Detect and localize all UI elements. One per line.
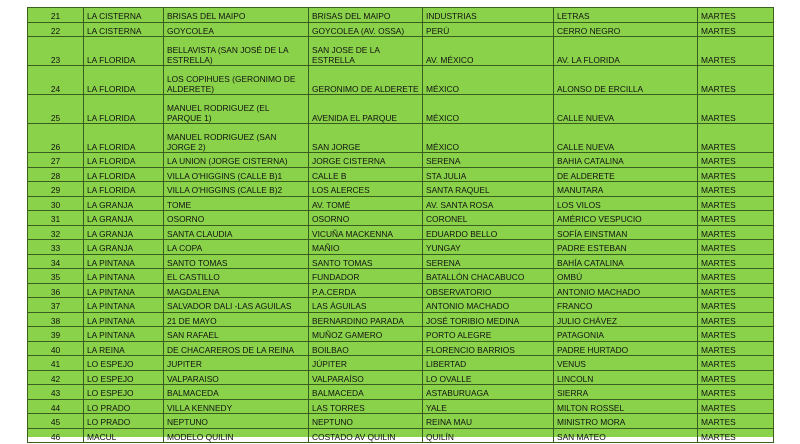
row-number-cell[interactable]: 46 [28, 428, 84, 443]
table-row [28, 211, 774, 226]
comuna-cell[interactable]: LA PINTANA [84, 298, 164, 313]
street-3-cell[interactable]: CALLE NUEVA [554, 95, 698, 124]
street-3-cell[interactable]: JULIO CHÁVEZ [554, 312, 698, 327]
street-1-cell[interactable]: LOS ALERCES [309, 182, 423, 197]
row-number-cell[interactable]: 24 [28, 66, 84, 95]
day-cell[interactable]: MARTES [698, 399, 774, 414]
street-2-cell[interactable]: ASTABURUAGA [423, 385, 554, 400]
table-row [28, 312, 774, 327]
street-1-cell[interactable]: BERNARDINO PARADA [309, 312, 423, 327]
row-number-cell[interactable]: 42 [28, 370, 84, 385]
comuna-cell[interactable]: LA PINTANA [84, 327, 164, 342]
spreadsheet-sheet [27, 7, 773, 442]
schedule-table [27, 7, 774, 443]
row-number-cell[interactable]: 37 [28, 298, 84, 313]
row-number-cell[interactable]: 39 [28, 327, 84, 342]
row-number-cell[interactable]: 27 [28, 153, 84, 168]
street-3-cell[interactable]: LETRAS [554, 8, 698, 23]
table-row [28, 269, 774, 284]
table-row [28, 8, 774, 23]
table-row [28, 356, 774, 371]
street-2-cell[interactable]: QUILÍN [423, 428, 554, 443]
table-row [28, 153, 774, 168]
day-cell[interactable]: MARTES [698, 37, 774, 66]
street-3-cell[interactable]: SIERRA [554, 385, 698, 400]
table-row [28, 167, 774, 182]
street-2-cell[interactable]: SERENA [423, 153, 554, 168]
sector-cell[interactable]: MANUEL RODRIGUEZ (EL PARQUE 1) [164, 95, 309, 124]
day-cell[interactable]: MARTES [698, 283, 774, 298]
day-cell[interactable]: MARTES [698, 124, 774, 153]
street-3-cell[interactable]: MANUTARA [554, 182, 698, 197]
table-row [28, 37, 774, 66]
table-row [28, 95, 774, 124]
street-3-cell[interactable]: VENUS [554, 356, 698, 371]
comuna-cell[interactable]: LA GRANJA [84, 211, 164, 226]
comuna-cell[interactable]: LA FLORIDA [84, 182, 164, 197]
street-2-cell[interactable]: EDUARDO BELLO [423, 225, 554, 240]
street-3-cell[interactable]: MILTON ROSSEL [554, 399, 698, 414]
sector-cell[interactable]: TOME [164, 196, 309, 211]
comuna-cell[interactable]: LA FLORIDA [84, 66, 164, 95]
comuna-cell[interactable]: LA PINTANA [84, 269, 164, 284]
table-row [28, 370, 774, 385]
street-2-cell[interactable]: LO OVALLE [423, 370, 554, 385]
table-row [28, 66, 774, 95]
table-row [28, 399, 774, 414]
row-number-cell[interactable]: 32 [28, 225, 84, 240]
street-2-cell[interactable]: MÉXICO [423, 95, 554, 124]
street-3-cell[interactable]: MINISTRO MORA [554, 414, 698, 429]
comuna-cell[interactable]: LA FLORIDA [84, 124, 164, 153]
comuna-cell[interactable]: LA CISTERNA [84, 22, 164, 37]
street-2-cell[interactable]: ANTONIO MACHADO [423, 298, 554, 313]
row-number-cell[interactable]: 44 [28, 399, 84, 414]
street-3-cell[interactable]: CALLE NUEVA [554, 124, 698, 153]
sector-cell[interactable]: GOYCOLEA [164, 22, 309, 37]
day-cell[interactable]: MARTES [698, 153, 774, 168]
day-cell[interactable]: MARTES [698, 370, 774, 385]
comuna-cell[interactable]: LA FLORIDA [84, 167, 164, 182]
street-3-cell[interactable]: PADRE HURTADO [554, 341, 698, 356]
day-cell[interactable]: MARTES [698, 428, 774, 443]
day-cell[interactable]: MARTES [698, 95, 774, 124]
street-3-cell[interactable]: LINCOLN [554, 370, 698, 385]
street-3-cell[interactable]: CERRO NEGRO [554, 22, 698, 37]
comuna-cell[interactable]: LA GRANJA [84, 196, 164, 211]
comuna-cell[interactable]: LA GRANJA [84, 240, 164, 255]
street-1-cell[interactable]: GERONIMO DE ALDERETE [309, 66, 423, 95]
street-3-cell[interactable]: AMÉRICO VESPUCIO [554, 211, 698, 226]
row-number-cell[interactable]: 25 [28, 95, 84, 124]
street-2-cell[interactable]: SERENA [423, 254, 554, 269]
comuna-cell[interactable]: MACUL [84, 428, 164, 443]
street-1-cell[interactable]: LAS ÁGUILAS [309, 298, 423, 313]
sector-cell[interactable]: VILLA KENNEDY [164, 399, 309, 414]
street-1-cell[interactable]: MAÑIO [309, 240, 423, 255]
table-row [28, 254, 774, 269]
street-1-cell[interactable]: JÚPITER [309, 356, 423, 371]
sector-cell[interactable]: LA UNION (JORGE CISTERNA) [164, 153, 309, 168]
row-number-cell[interactable]: 43 [28, 385, 84, 400]
day-cell[interactable]: MARTES [698, 182, 774, 197]
day-cell[interactable]: MARTES [698, 269, 774, 284]
sector-cell[interactable]: MANUEL RODRIGUEZ (SAN JORGE 2) [164, 124, 309, 153]
day-cell[interactable]: MARTES [698, 22, 774, 37]
sector-cell[interactable]: LA COPA [164, 240, 309, 255]
street-2-cell[interactable]: FLORENCIO BARRIOS [423, 341, 554, 356]
sector-cell[interactable]: BELLAVISTA (SAN JOSÉ DE LA ESTRELLA) [164, 37, 309, 66]
sector-cell[interactable]: MODELO QUILIN [164, 428, 309, 443]
row-number-cell[interactable]: 40 [28, 341, 84, 356]
street-1-cell[interactable]: CALLE B [309, 167, 423, 182]
street-3-cell[interactable]: BAHÍA CATALINA [554, 254, 698, 269]
day-cell[interactable]: MARTES [698, 254, 774, 269]
table-row [28, 283, 774, 298]
street-1-cell[interactable]: OSORNO [309, 211, 423, 226]
row-number-cell[interactable]: 33 [28, 240, 84, 255]
table-row [28, 298, 774, 313]
sector-cell[interactable]: LOS COPIHUES (GERONIMO DE ALDERETE) [164, 66, 309, 95]
street-3-cell[interactable]: LOS VILOS [554, 196, 698, 211]
street-3-cell[interactable]: AV. LA FLORIDA [554, 37, 698, 66]
row-number-cell[interactable]: 38 [28, 312, 84, 327]
street-2-cell[interactable]: PORTO ALEGRE [423, 327, 554, 342]
sector-cell[interactable]: VILLA O'HIGGINS (CALLE B)2 [164, 182, 309, 197]
street-1-cell[interactable]: MUÑOZ GAMERO [309, 327, 423, 342]
table-row [28, 414, 774, 429]
street-1-cell[interactable]: AVENIDA EL PARQUE [309, 95, 423, 124]
table-row [28, 240, 774, 255]
street-1-cell[interactable]: NEPTUNO [309, 414, 423, 429]
street-1-cell[interactable]: VALPARAÍSO [309, 370, 423, 385]
day-cell[interactable]: MARTES [698, 356, 774, 371]
comuna-cell[interactable]: LA PINTANA [84, 283, 164, 298]
row-number-cell[interactable]: 31 [28, 211, 84, 226]
row-number-cell[interactable]: 26 [28, 124, 84, 153]
sector-cell[interactable]: JUPITER [164, 356, 309, 371]
comuna-cell[interactable]: LO ESPEJO [84, 370, 164, 385]
street-1-cell[interactable]: SAN JOSE DE LA ESTRELLA [309, 37, 423, 66]
day-cell[interactable]: MARTES [698, 312, 774, 327]
street-2-cell[interactable]: AV. MÉXICO [423, 37, 554, 66]
sector-cell[interactable]: VALPARAISO [164, 370, 309, 385]
day-cell[interactable]: MARTES [698, 298, 774, 313]
street-2-cell[interactable]: YUNGAY [423, 240, 554, 255]
street-2-cell[interactable]: SANTA RAQUEL [423, 182, 554, 197]
street-3-cell[interactable]: OMBÚ [554, 269, 698, 284]
day-cell[interactable]: MARTES [698, 225, 774, 240]
day-cell[interactable]: MARTES [698, 327, 774, 342]
sector-cell[interactable]: DE CHACAREROS DE LA REINA [164, 341, 309, 356]
street-3-cell[interactable]: BAHIA CATALINA [554, 153, 698, 168]
table-row [28, 182, 774, 197]
street-2-cell[interactable]: BATALLÓN CHACABUCO [423, 269, 554, 284]
row-number-cell[interactable]: 35 [28, 269, 84, 284]
street-2-cell[interactable]: YALE [423, 399, 554, 414]
comuna-cell[interactable]: LO ESPEJO [84, 385, 164, 400]
row-number-cell[interactable]: 34 [28, 254, 84, 269]
street-1-cell[interactable]: BALMACEDA [309, 385, 423, 400]
sector-cell[interactable]: BRISAS DEL MAIPO [164, 8, 309, 23]
row-number-cell[interactable]: 23 [28, 37, 84, 66]
street-2-cell[interactable]: OBSERVATORIO [423, 283, 554, 298]
table-row [28, 225, 774, 240]
row-number-cell[interactable]: 36 [28, 283, 84, 298]
street-3-cell[interactable]: PATAGONIA [554, 327, 698, 342]
street-3-cell[interactable]: ALONSO DE ERCILLA [554, 66, 698, 95]
street-1-cell[interactable]: LAS TORRES [309, 399, 423, 414]
sector-cell[interactable]: 21 DE MAYO [164, 312, 309, 327]
row-number-cell[interactable]: 41 [28, 356, 84, 371]
table-row [28, 196, 774, 211]
street-1-cell[interactable]: SAN JORGE [309, 124, 423, 153]
day-cell[interactable]: MARTES [698, 211, 774, 226]
street-1-cell[interactable]: BRISAS DEL MAIPO [309, 8, 423, 23]
street-1-cell[interactable]: GOYCOLEA (AV. OSSA) [309, 22, 423, 37]
row-number-cell[interactable]: 30 [28, 196, 84, 211]
comuna-cell[interactable]: LA GRANJA [84, 225, 164, 240]
sector-cell[interactable]: MAGDALENA [164, 283, 309, 298]
street-3-cell[interactable]: SAN MATEO [554, 428, 698, 443]
sector-cell[interactable]: EL CASTILLO [164, 269, 309, 284]
row-number-cell[interactable]: 29 [28, 182, 84, 197]
day-cell[interactable]: MARTES [698, 66, 774, 95]
street-2-cell[interactable]: JOSÉ TORIBIO MEDINA [423, 312, 554, 327]
street-1-cell[interactable]: VICUÑA MACKENNA [309, 225, 423, 240]
street-1-cell[interactable]: COSTADO AV QUILIN [309, 428, 423, 443]
day-cell[interactable]: MARTES [698, 167, 774, 182]
sector-cell[interactable]: SANTA CLAUDIA [164, 225, 309, 240]
street-3-cell[interactable]: PADRE ESTEBAN [554, 240, 698, 255]
street-2-cell[interactable]: INDUSTRIAS [423, 8, 554, 23]
table-row [28, 124, 774, 153]
sector-cell[interactable]: BALMACEDA [164, 385, 309, 400]
comuna-cell[interactable]: LO ESPEJO [84, 356, 164, 371]
sector-cell[interactable]: SALVADOR DALI -LAS AGUILAS [164, 298, 309, 313]
comuna-cell[interactable]: LO PRADO [84, 414, 164, 429]
street-1-cell[interactable]: BOILBAO [309, 341, 423, 356]
day-cell[interactable]: MARTES [698, 196, 774, 211]
day-cell[interactable]: MARTES [698, 414, 774, 429]
table-row [28, 341, 774, 356]
day-cell[interactable]: MARTES [698, 341, 774, 356]
comuna-cell[interactable]: LA FLORIDA [84, 95, 164, 124]
sector-cell[interactable]: SAN RAFAEL [164, 327, 309, 342]
comuna-cell[interactable]: LA FLORIDA [84, 153, 164, 168]
table-body [28, 8, 774, 443]
street-2-cell[interactable]: PERÚ [423, 22, 554, 37]
comuna-cell[interactable]: LA FLORIDA [84, 37, 164, 66]
comuna-cell[interactable]: LA CISTERNA [84, 8, 164, 23]
street-2-cell[interactable]: MÉXICO [423, 66, 554, 95]
row-number-cell[interactable]: 28 [28, 167, 84, 182]
comuna-cell[interactable]: LO PRADO [84, 399, 164, 414]
day-cell[interactable]: MARTES [698, 8, 774, 23]
street-1-cell[interactable]: SANTO TOMAS [309, 254, 423, 269]
street-3-cell[interactable]: SOFÍA EINSTMAN [554, 225, 698, 240]
street-3-cell[interactable]: ANTONIO MACHADO [554, 283, 698, 298]
day-cell[interactable]: MARTES [698, 385, 774, 400]
table-row [28, 327, 774, 342]
table-row [28, 428, 774, 443]
street-1-cell[interactable]: P.A.CERDA [309, 283, 423, 298]
row-number-cell[interactable]: 21 [28, 8, 84, 23]
sector-cell[interactable]: OSORNO [164, 211, 309, 226]
comuna-cell[interactable]: LA REINA [84, 341, 164, 356]
sector-cell[interactable]: NEPTUNO [164, 414, 309, 429]
street-3-cell[interactable]: FRANCO [554, 298, 698, 313]
street-2-cell[interactable]: AV. SANTA ROSA [423, 196, 554, 211]
table-row [28, 22, 774, 37]
street-2-cell[interactable]: STA JULIA [423, 167, 554, 182]
street-1-cell[interactable]: JORGE CISTERNA [309, 153, 423, 168]
street-3-cell[interactable]: DE ALDERETE [554, 167, 698, 182]
day-cell[interactable]: MARTES [698, 240, 774, 255]
comuna-cell[interactable]: LA PINTANA [84, 312, 164, 327]
street-2-cell[interactable]: LIBERTAD [423, 356, 554, 371]
street-1-cell[interactable]: AV. TOMÉ [309, 196, 423, 211]
sector-cell[interactable]: SANTO TOMAS [164, 254, 309, 269]
street-2-cell[interactable]: CORONEL [423, 211, 554, 226]
row-number-cell[interactable]: 45 [28, 414, 84, 429]
table-row [28, 385, 774, 400]
street-1-cell[interactable]: FUNDADOR [309, 269, 423, 284]
street-2-cell[interactable]: REINA MAU [423, 414, 554, 429]
sector-cell[interactable]: VILLA O'HIGGINS (CALLE B)1 [164, 167, 309, 182]
comuna-cell[interactable]: LA PINTANA [84, 254, 164, 269]
row-number-cell[interactable]: 22 [28, 22, 84, 37]
street-2-cell[interactable]: MÉXICO [423, 124, 554, 153]
